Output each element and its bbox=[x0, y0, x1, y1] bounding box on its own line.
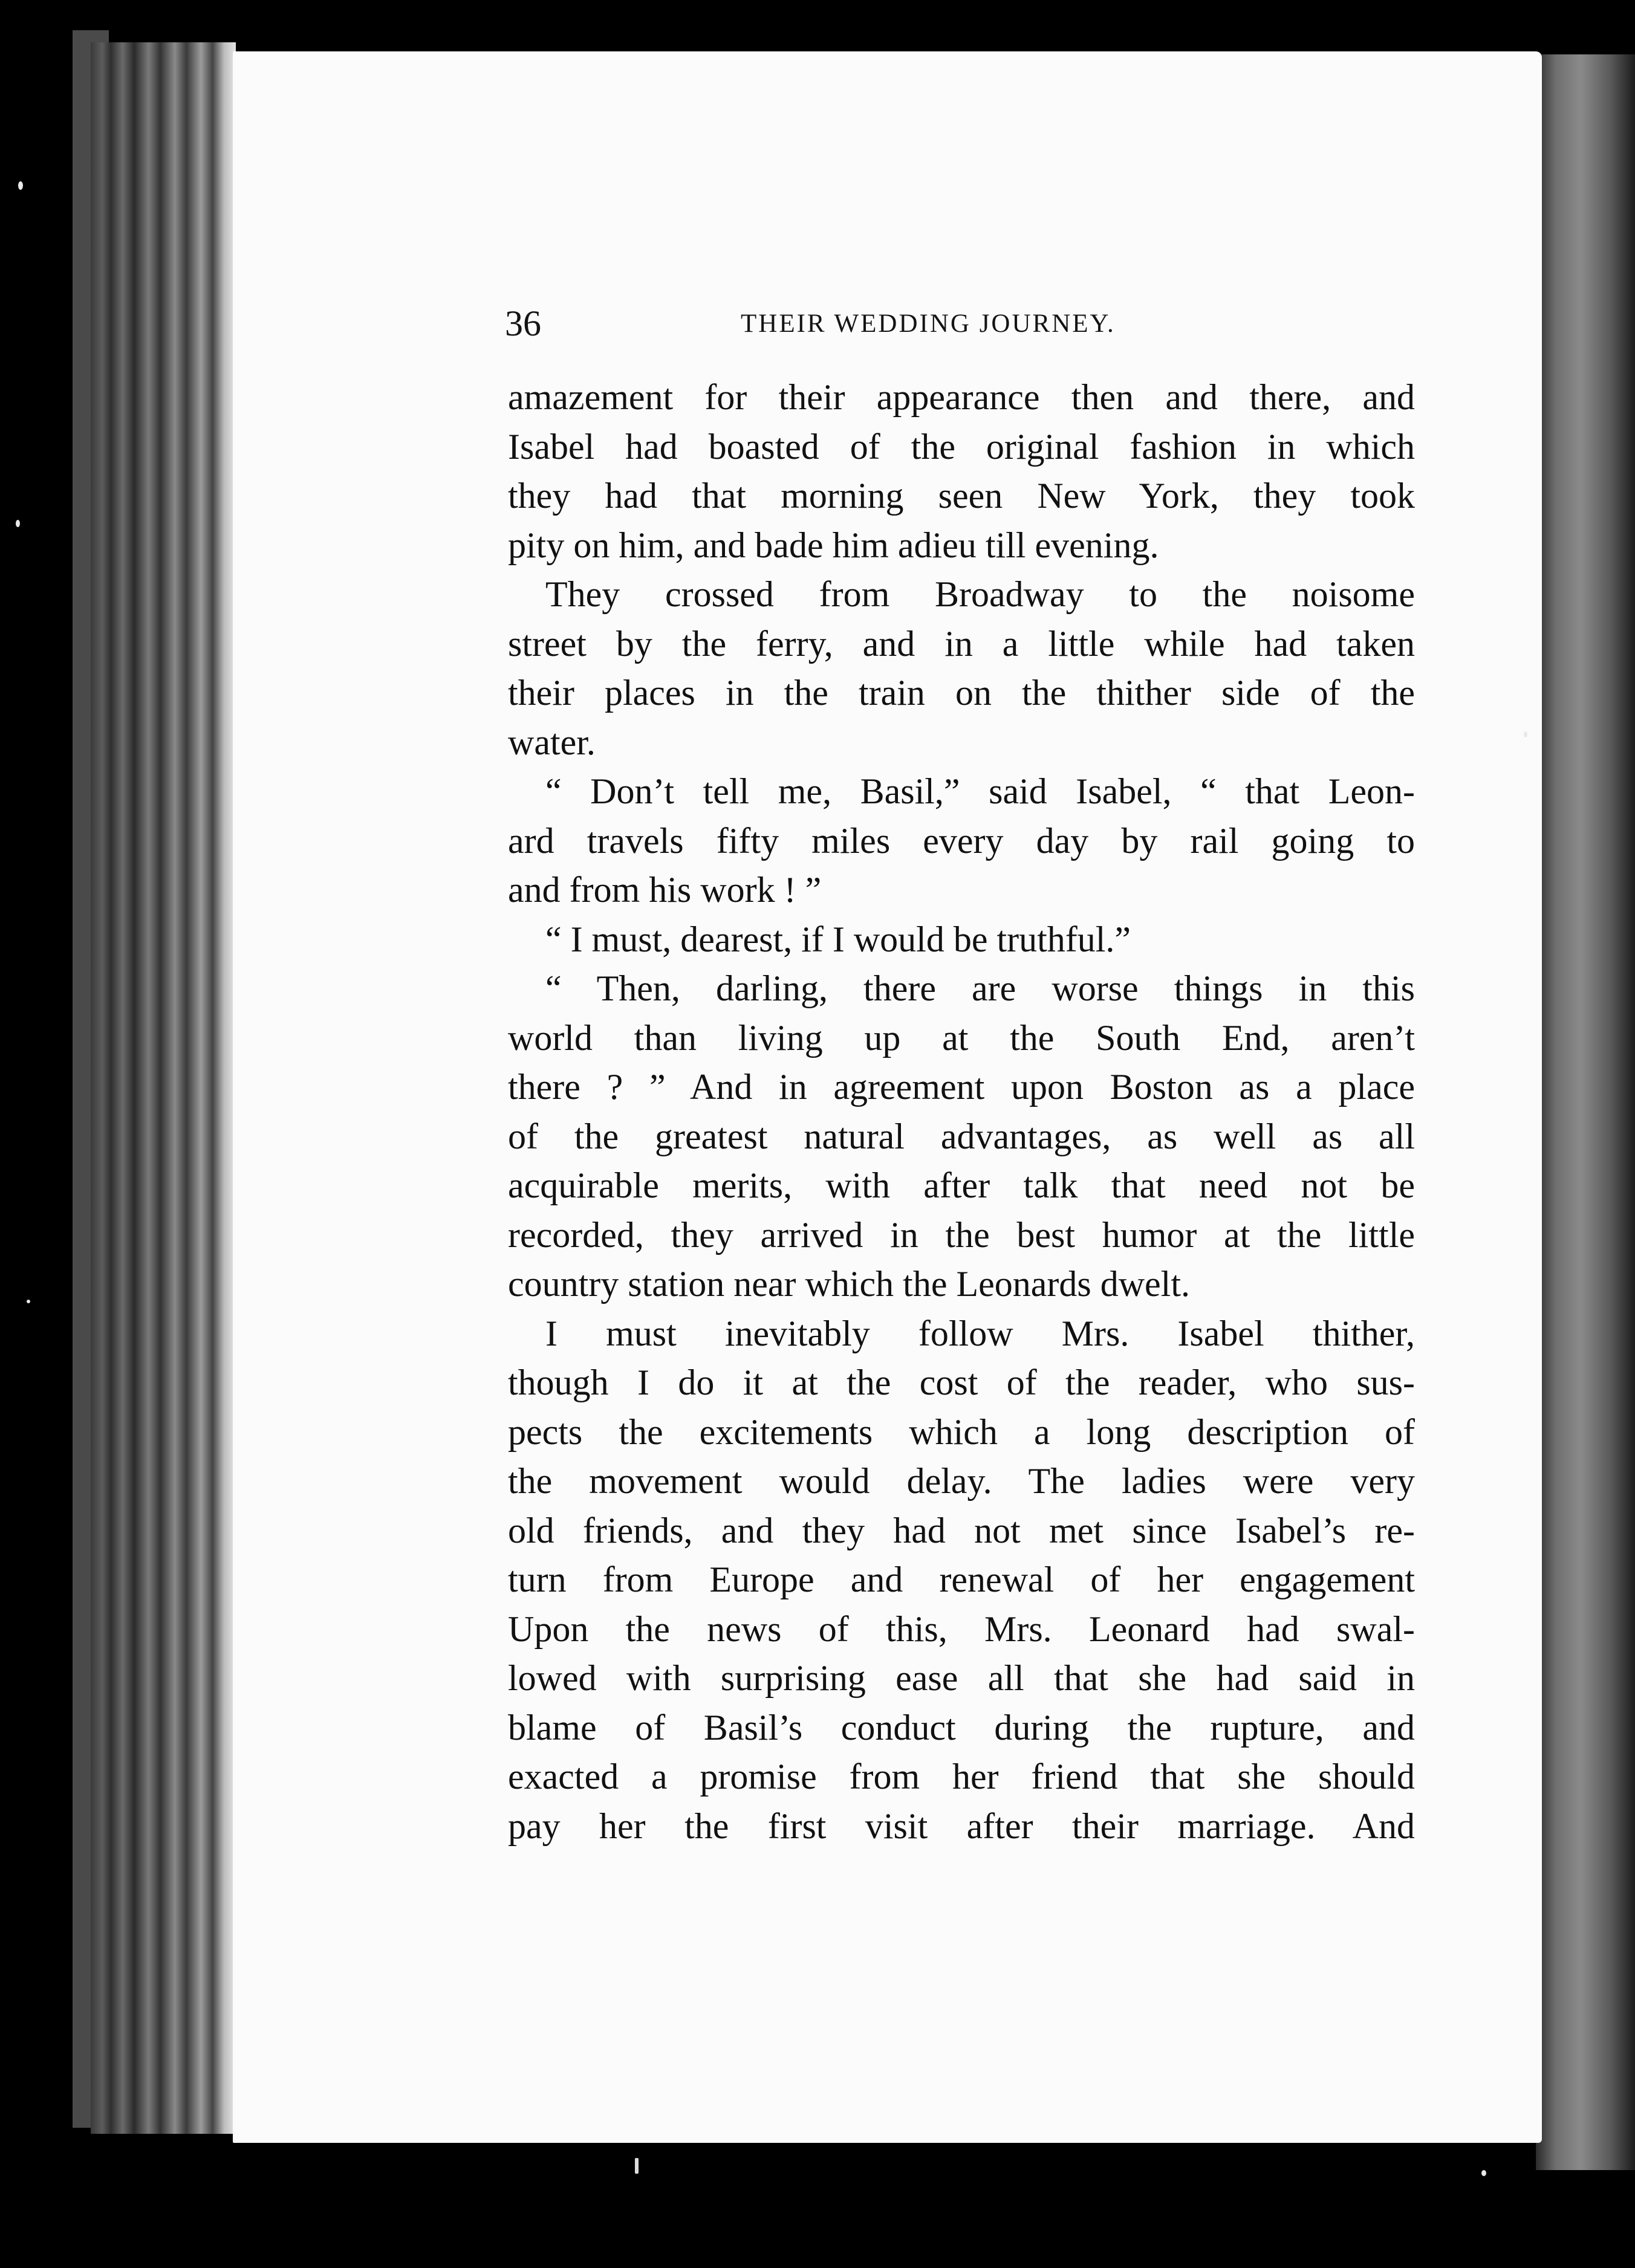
text-line: old friends, and they had not met since Isabel’s re- bbox=[508, 1510, 1415, 1550]
text-line: “ Then, darling, there are worse things in this bbox=[545, 968, 1415, 1008]
text-line: exacted a promise from her friend that she should bbox=[508, 1757, 1415, 1797]
page-stack-edges bbox=[91, 42, 236, 2134]
running-head: THEIR WEDDING JOURNEY. bbox=[741, 309, 1116, 338]
text-line: blame of Basil’s conduct during the rupture, and bbox=[508, 1707, 1415, 1748]
page-number: 36 bbox=[505, 303, 541, 343]
text-line: street by the ferry, and in a little while had taken bbox=[508, 623, 1415, 664]
text-line: recorded, they arrived in the best humor at the little bbox=[508, 1214, 1415, 1255]
text-line: Upon the news of this, Mrs. Leonard had swal- bbox=[508, 1609, 1415, 1649]
text-line: lowed with surprising ease all that she had said in bbox=[508, 1658, 1415, 1698]
text-line: amazement for their appearance then and there, and bbox=[508, 377, 1415, 417]
text-line: “ Don’t tell me, Basil,” said Isabel, “ that Leon- bbox=[545, 771, 1415, 811]
text-line: and from his work ! ” bbox=[508, 870, 822, 910]
text-line: world than living up at the South End, aren’t bbox=[508, 1017, 1415, 1058]
text-line: the movement would delay. The ladies were very bbox=[508, 1461, 1415, 1501]
text-line: “ I must, dearest, if I would be truthful.” bbox=[545, 919, 1131, 959]
book-binding-shadow bbox=[1536, 54, 1635, 2170]
text-line: acquirable merits, with after talk that need not be bbox=[508, 1165, 1415, 1205]
text-line: pity on him, and bade him adieu till evening. bbox=[508, 525, 1159, 565]
text-line: They crossed from Broadway to the noisome bbox=[545, 574, 1415, 614]
text-line: their places in the train on the thither side of the bbox=[508, 673, 1415, 713]
text-line: of the greatest natural advantages, as well as all bbox=[508, 1116, 1415, 1156]
text-line: Isabel had boasted of the original fashion in which bbox=[508, 426, 1415, 467]
text-line: ard travels fifty miles every day by rail going to bbox=[508, 820, 1415, 861]
text-line: though I do it at the cost of the reader, who sus- bbox=[508, 1362, 1415, 1402]
text-line: I must inevitably follow Mrs. Isabel thither, bbox=[545, 1313, 1415, 1353]
text-line: there ? ” And in agreement upon Boston as a place bbox=[508, 1067, 1415, 1107]
text-line: pay her the first visit after their marriage. And bbox=[508, 1806, 1415, 1846]
text-line: they had that morning seen New York, they took bbox=[508, 476, 1415, 516]
text-line: pects the excitements which a long description of bbox=[508, 1411, 1415, 1452]
text-line: country station near which the Leonards dwelt. bbox=[508, 1264, 1190, 1304]
body-text bbox=[508, 373, 1415, 1851]
text-line: water. bbox=[508, 722, 596, 762]
text-line: turn from Europe and renewal of her engagement bbox=[508, 1560, 1415, 1599]
page-header bbox=[505, 302, 1424, 345]
